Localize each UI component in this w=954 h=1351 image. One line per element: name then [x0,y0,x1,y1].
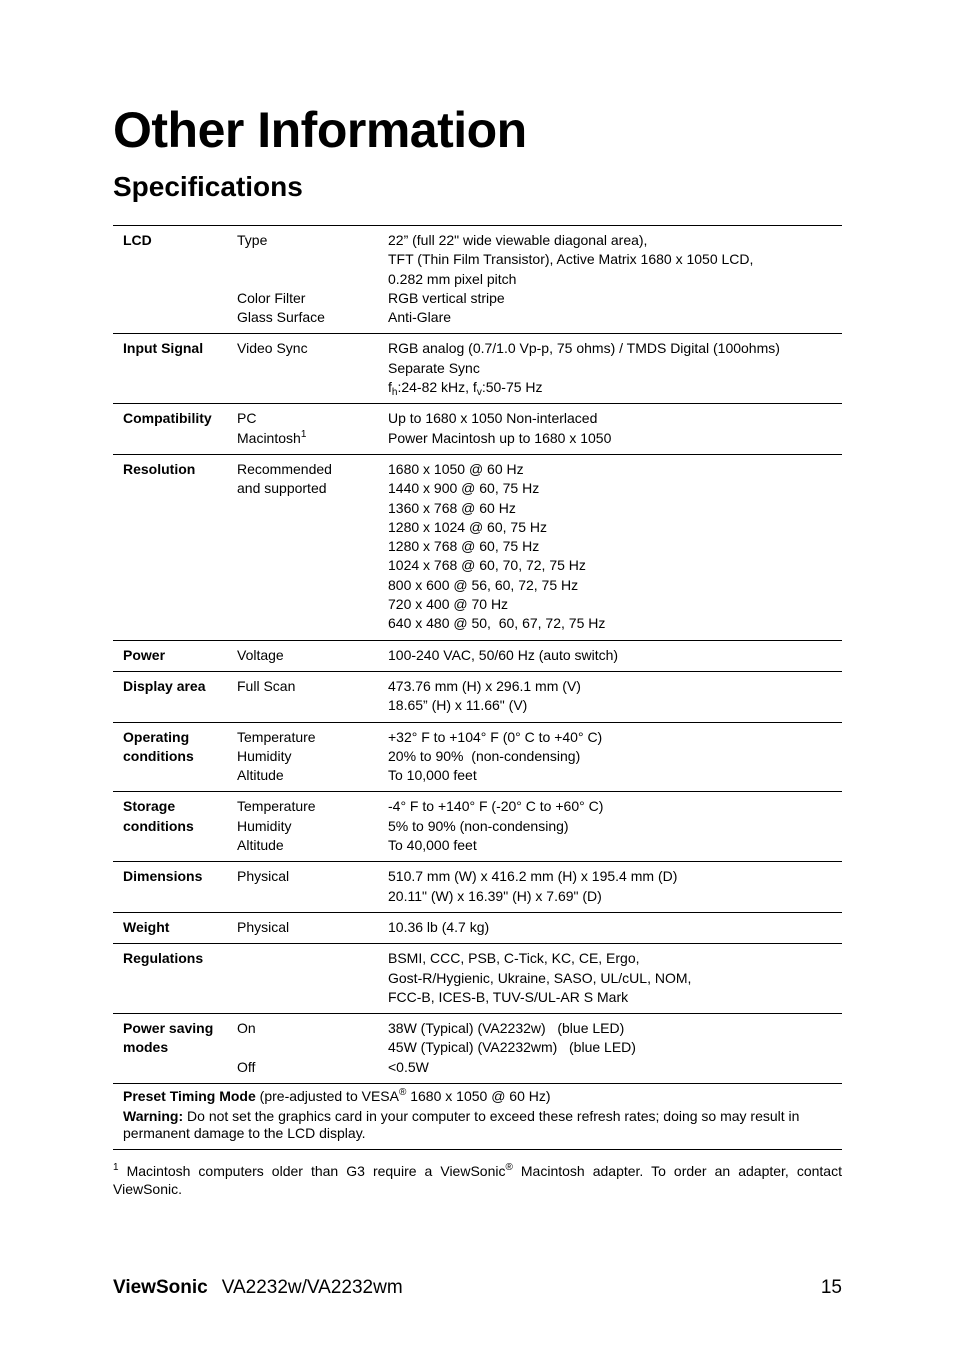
spec-value: To 10,000 feet [388,767,477,784]
spec-value: 510.7 mm (W) x 416.2 mm (H) x 195.4 mm (D) [388,868,678,885]
spec-label: On [237,1020,256,1037]
spec-row [113,792,842,862]
spec-labels [237,677,388,716]
spec-category [113,797,237,855]
spec-category-line: Operating [123,728,190,745]
spec-category-line: Power [123,646,166,663]
footnote-reference: 1 [300,428,307,440]
spec-value: RGB analog (0.7/1.0 Vp-p, 75 ohms) / TMDS Digital (100ohms) [388,340,780,357]
spec-category-line: LCD [123,232,152,248]
spec-category [113,460,237,634]
frequency-text: :50-75 Hz [481,379,543,396]
spec-value: BSMI, CCC, PSB, C-Tick, KC, CE, Ergo, [388,950,640,967]
spec-label [237,250,388,269]
spec-value: 1360 x 768 @ 60 Hz [388,499,516,516]
spec-labels [237,728,388,786]
footnote-text-continued: Macintosh adapter. To order an adapter, contact ViewSonic. [113,1163,842,1197]
footer-brand: ViewSonic [113,1277,208,1298]
spec-value: Power Macintosh up to 1680 x 1050 [388,429,612,446]
spec-category-line: conditions [123,747,194,764]
spec-values [388,646,842,665]
spec-row [113,1014,842,1084]
spec-category-line: Storage [123,798,176,815]
spec-label: Type [237,232,268,248]
spec-value: 100-240 VAC, 50/60 Hz (auto switch) [388,646,619,663]
spec-row [113,641,842,672]
spec-label: Off [237,1058,256,1075]
spec-value: 45W (Typical) (VA2232wm) (blue LED) [388,1039,636,1056]
spec-category [113,339,237,397]
spec-label: Voltage [237,646,284,663]
spec-row [113,862,842,913]
spec-category [113,728,237,786]
preset-timing-text: (pre-adjusted to VESA [255,1087,399,1104]
footnote-text: Macintosh computers older than G3 require a ViewSonic [118,1163,506,1179]
spec-label: Humidity [237,747,292,764]
spec-category-line: conditions [123,817,194,834]
spec-label: Recommended [237,460,332,477]
spec-labels [237,409,388,448]
spec-label: Altitude [237,837,284,854]
spec-label: Glass Surface [237,309,325,326]
spec-values [388,797,842,855]
spec-value: Anti-Glare [388,309,452,326]
spec-label [237,1038,388,1057]
spec-category-line: Weight [123,918,170,935]
spec-value: 800 x 600 @ 56, 60, 72, 75 Hz [388,576,579,593]
spec-category-line: Power saving [123,1020,214,1037]
spec-label: Humidity [237,817,292,834]
spec-label: Altitude [237,767,284,784]
spec-label-text: Macintosh [237,429,301,446]
spec-row [113,226,842,334]
spec-label: Physical [237,918,290,935]
spec-value: 640 x 480 @ 50, 60, 67, 72, 75 Hz [388,615,606,632]
spec-values [388,918,842,937]
spec-labels [237,797,388,855]
registered-mark: ® [398,1086,407,1098]
spec-category [113,677,237,716]
spec-category-line: Resolution [123,460,196,477]
spec-category [113,949,237,1007]
spec-values [388,728,842,786]
specifications-table [113,225,842,1150]
spec-labels [237,1019,388,1077]
preset-timing-value: 1680 x 1050 @ 60 Hz) [406,1087,551,1104]
spec-label: Video Sync [237,340,308,357]
spec-value: Separate Sync [388,359,480,376]
spec-value: Gost-R/Hygienic, Ukraine, SASO, UL/cUL, NOM, [388,969,692,986]
footer-model: VA2232w/VA2232wm [221,1277,403,1298]
spec-values [388,677,842,716]
spec-category-line: Compatibility [123,410,212,427]
spec-category [113,1019,237,1077]
spec-label: Temperature [237,798,316,815]
spec-value: 18.65” (H) x 11.66" (V) [388,697,528,714]
spec-value: 1280 x 1024 @ 60, 75 Hz [388,518,547,535]
spec-value: 1440 x 900 @ 60, 75 Hz [388,480,540,497]
spec-label: Full Scan [237,677,296,694]
spec-value: 1280 x 768 @ 60, 75 Hz [388,538,540,555]
spec-labels [237,918,388,937]
spec-rows [113,226,842,1084]
spec-value: RGB vertical stripe [388,289,505,306]
spec-values [388,1019,842,1077]
spec-category-line: Dimensions [123,868,203,885]
spec-value: 473.76 mm (H) x 296.1 mm (V) [388,677,581,694]
spec-value: TFT (Thin Film Transistor), Active Matrix 1680 x 1050 LCD, [388,251,754,268]
page-footer [113,1277,842,1299]
spec-category [113,646,237,665]
spec-value: 1680 x 1050 @ 60 Hz [388,460,524,477]
spec-value: 10.36 lb (4.7 kg) [388,918,490,935]
spec-label: Temperature [237,728,316,745]
frequency-text: :24-82 kHz, f [397,379,477,396]
spec-value: -4° F to +140° F (-20° C to +60° C) [388,798,604,815]
spec-label [237,270,388,289]
section-title: Specifications [113,171,303,202]
frequency-symbol: f [388,379,392,396]
frequency-subscript: v [476,387,482,399]
footer-left [113,1277,403,1299]
spec-category-line: modes [123,1039,169,1056]
warning-text: Do not set the graphics card in your computer to exceed these refresh rates; doing so may result in permanent damage to the LCD display. [123,1107,800,1141]
spec-row [113,723,842,793]
spec-label: Color Filter [237,289,306,306]
spec-category [113,409,237,448]
spec-category [113,867,237,906]
footnote-marker: 1 [113,1162,119,1173]
spec-category-line: Input Signal [123,340,204,357]
spec-labels [237,231,388,327]
spec-value: 20.11" (W) x 16.39" (H) x 7.69" (D) [388,887,602,904]
spec-row [113,944,842,1014]
spec-labels [237,339,388,397]
spec-values [388,339,842,397]
page-title: Other Information [113,102,527,158]
spec-label [237,429,388,448]
spec-values [388,460,842,634]
spec-value: FCC-B, ICES-B, TUV-S/UL-AR S Mark [388,988,629,1005]
spec-label: Physical [237,868,290,885]
spec-row [113,404,842,455]
spec-values [388,231,842,327]
spec-value: <0.5W [388,1058,429,1075]
spec-category-line: Display area [123,677,206,694]
spec-row [113,334,842,404]
spec-row [113,455,842,641]
page-number: 15 [820,1277,842,1298]
spec-values [388,409,842,448]
spec-row [113,672,842,723]
footnote [113,1162,842,1198]
spec-values [388,949,842,1007]
spec-values [388,867,842,906]
spec-label: and supported [237,480,327,497]
spec-labels [237,949,388,1007]
spec-value: 22” (full 22" wide viewable diagonal area), [388,232,648,248]
spec-value: To 40,000 feet [388,837,477,854]
preset-timing-line [123,1088,832,1105]
spec-value: +32° F to +104° F (0° C to +40° C) [388,728,603,745]
spec-value: Up to 1680 x 1050 Non-interlaced [388,410,598,427]
spec-category [113,918,237,937]
spec-value: 5% to 90% (non-condensing) [388,817,569,834]
warning-line [123,1108,832,1142]
preset-timing-label: Preset Timing Mode [123,1087,256,1104]
frequency-range [388,378,842,397]
spec-category-line: Regulations [123,950,204,967]
spec-labels [237,646,388,665]
spec-row [113,913,842,944]
spec-labels [237,460,388,634]
spec-value: 1024 x 768 @ 60, 70, 72, 75 Hz [388,557,586,574]
registered-mark: ® [505,1162,513,1173]
spec-value: 38W (Typical) (VA2232w) (blue LED) [388,1020,625,1037]
preset-timing-notes [113,1084,842,1150]
spec-value: 20% to 90% (non-condensing) [388,747,581,764]
spec-labels [237,867,388,906]
warning-label: Warning: [123,1107,184,1124]
spec-value: 720 x 400 @ 70 Hz [388,596,509,613]
spec-value: 0.282 mm pixel pitch [388,270,517,287]
frequency-subscript: h [391,387,398,399]
spec-category [113,231,237,327]
spec-label: PC [237,410,257,427]
